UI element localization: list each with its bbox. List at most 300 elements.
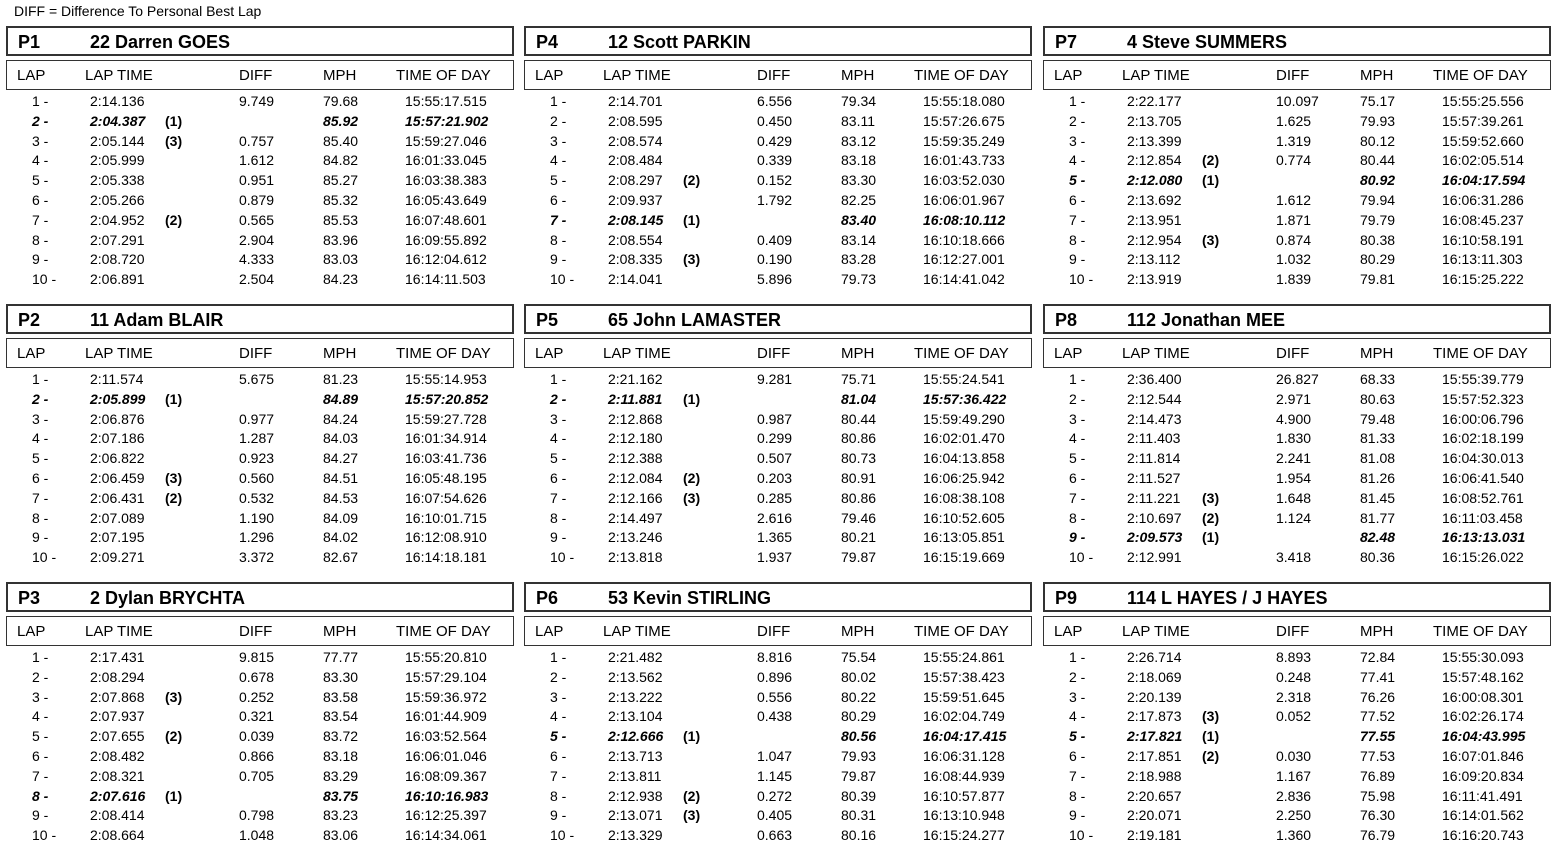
lap-rank: (1): [683, 390, 701, 407]
lap-time: 2:21.162: [608, 371, 663, 387]
lap-mph: 85.53: [323, 211, 359, 228]
lap-time-of-day: 16:08:10.112: [923, 211, 1006, 228]
lap-diff: 1.167: [1276, 767, 1312, 784]
col-header-mph: MPH: [841, 67, 875, 84]
lap-mph: 76.26: [1360, 688, 1396, 705]
lap-mph: 79.68: [323, 93, 359, 109]
lap-mph: 83.23: [323, 807, 359, 824]
table-row: [1043, 449, 1555, 469]
col-header-lap: LAP: [535, 623, 564, 640]
lap-mph: 81.26: [1360, 469, 1396, 486]
lap-time-of-day: 16:04:30.013: [1442, 450, 1524, 467]
lap-diff: 1.296: [239, 529, 275, 546]
col-header-lap: LAP: [17, 67, 46, 84]
lap-diff: 1.048: [239, 827, 275, 844]
lap-time-of-day: 15:57:52.323: [1442, 390, 1524, 407]
position-label: P4: [536, 32, 559, 52]
lap-rank: (1): [165, 787, 183, 804]
lap-table: [524, 92, 1036, 290]
table-row: [6, 509, 518, 529]
table-row: [1043, 826, 1555, 846]
lap-mph: 84.24: [323, 410, 359, 427]
table-row: [6, 92, 518, 112]
lap-diff: 3.418: [1276, 549, 1312, 566]
table-row: [524, 410, 1036, 430]
lap-number: 10 -: [550, 827, 575, 844]
col-header-diff: DIFF: [1276, 623, 1310, 640]
lap-time: 2:08.145: [608, 211, 664, 228]
lap-time-of-day: 16:13:10.948: [923, 807, 1005, 824]
lap-mph: 80.86: [841, 430, 877, 447]
lap-diff: 0.705: [239, 767, 275, 784]
col-header-lap-time: LAP TIME: [85, 67, 153, 84]
col-header-time-of-day: TIME OF DAY: [396, 67, 491, 84]
lap-mph: 80.86: [841, 489, 877, 506]
lap-time-of-day: 16:11:03.458: [1442, 509, 1523, 526]
lap-mph: 81.33: [1360, 430, 1396, 447]
lap-time-of-day: 16:13:13.031: [1442, 529, 1526, 546]
lap-time: 2:04.387: [90, 112, 146, 129]
lap-number: 3 -: [1069, 688, 1086, 705]
driver-header: [524, 582, 1032, 612]
lap-time-of-day: 16:06:31.128: [923, 747, 1005, 764]
col-header-time-of-day: TIME OF DAY: [396, 623, 491, 640]
lap-diff: 1.287: [239, 430, 275, 447]
driver-name: 53 Kevin STIRLING: [608, 588, 772, 608]
lap-rank: (1): [165, 390, 183, 407]
lap-diff: 0.438: [757, 708, 793, 725]
lap-number: 7 -: [32, 489, 49, 506]
lap-number: 3 -: [32, 132, 49, 149]
lap-number: 8 -: [550, 509, 567, 526]
lap-number: 8 -: [32, 787, 49, 804]
lap-time: 2:21.482: [608, 649, 663, 665]
lap-time-of-day: 16:02:05.514: [1442, 152, 1524, 169]
lap-diff: 0.052: [1276, 708, 1312, 725]
lap-time-of-day: 15:59:35.249: [923, 132, 1005, 149]
lap-time: 2:14.473: [1127, 410, 1182, 427]
driver-name: 114 L HAYES / J HAYES: [1127, 588, 1328, 608]
table-row: [524, 767, 1036, 787]
lap-time: 2:07.291: [90, 231, 145, 248]
lap-time: 2:20.071: [1127, 807, 1182, 824]
lap-time-of-day: 16:01:44.909: [405, 708, 487, 725]
lap-mph: 72.84: [1360, 649, 1396, 665]
driver-name: 11 Adam BLAIR: [90, 310, 224, 330]
column-header-row: [1043, 616, 1551, 646]
lap-time-of-day: 16:03:41.736: [405, 450, 487, 467]
table-row: [1043, 112, 1555, 132]
lap-table: [6, 370, 518, 568]
lap-number: 1 -: [550, 649, 567, 665]
lap-rank: (2): [165, 489, 183, 506]
table-row: [1043, 688, 1555, 708]
table-row: [524, 806, 1036, 826]
table-row: [1043, 648, 1555, 668]
table-row: [6, 826, 518, 846]
lap-time-of-day: 16:08:44.939: [923, 767, 1005, 784]
lap-time-of-day: 15:55:24.541: [923, 371, 1005, 387]
table-row: [6, 767, 518, 787]
lap-time-of-day: 16:08:38.108: [923, 489, 1005, 506]
lap-rank: (1): [683, 728, 701, 745]
lap-time: 2:07.616: [90, 787, 146, 804]
lap-table: [524, 370, 1036, 568]
lap-time: 2:06.822: [90, 450, 145, 467]
lap-time-of-day: 15:59:51.645: [923, 688, 1005, 705]
lap-mph: 76.89: [1360, 767, 1396, 784]
driver-header: [1043, 582, 1551, 612]
lap-time: 2:10.697: [1127, 509, 1182, 526]
lap-diff: 2.241: [1276, 450, 1312, 467]
lap-time: 2:17.873: [1127, 708, 1182, 725]
lap-mph: 79.94: [1360, 191, 1396, 208]
lap-time: 2:04.952: [90, 211, 145, 228]
lap-mph: 83.75: [323, 787, 359, 804]
lap-time: 2:06.459: [90, 469, 145, 486]
table-row: [6, 548, 518, 568]
lap-number: 3 -: [550, 410, 567, 427]
lap-diff: 0.774: [1276, 152, 1312, 169]
lap-time: 2:08.595: [608, 112, 663, 129]
lap-time: 2:08.720: [90, 251, 145, 268]
lap-number: 6 -: [32, 747, 49, 764]
lap-mph: 85.92: [323, 112, 359, 129]
driver-header: [6, 582, 514, 612]
table-row: [6, 648, 518, 668]
lap-time: 2:06.431: [90, 489, 145, 506]
table-row: [6, 390, 518, 410]
lap-time: 2:20.139: [1127, 688, 1182, 705]
lap-number: 9 -: [32, 529, 49, 546]
table-row: [524, 548, 1036, 568]
lap-diff: 9.815: [239, 649, 275, 665]
lap-number: 2 -: [1069, 668, 1086, 685]
lap-table: [6, 648, 518, 846]
lap-time: 2:09.271: [90, 549, 145, 566]
col-header-lap: LAP: [1054, 345, 1083, 362]
lap-mph: 83.54: [323, 708, 359, 725]
lap-time: 2:08.664: [90, 827, 145, 844]
col-header-lap: LAP: [17, 345, 46, 362]
position-label: P9: [1055, 588, 1078, 608]
lap-mph: 77.77: [323, 649, 359, 665]
lap-time-of-day: 15:57:48.162: [1442, 668, 1524, 685]
table-row: [524, 747, 1036, 767]
lap-time-of-day: 15:55:39.779: [1442, 371, 1524, 387]
lap-mph: 79.81: [1360, 271, 1396, 288]
table-row: [524, 509, 1036, 529]
lap-number: 4 -: [550, 152, 567, 169]
lap-time-of-day: 16:10:57.877: [923, 787, 1005, 804]
lap-time: 2:13.705: [1127, 112, 1182, 129]
lap-mph: 82.48: [1360, 529, 1396, 546]
lap-time-of-day: 15:59:49.290: [923, 410, 1005, 427]
lap-time: 2:18.988: [1127, 767, 1182, 784]
lap-time: 2:14.497: [608, 509, 663, 526]
lap-time-of-day: 16:12:25.397: [405, 807, 487, 824]
lap-rank: (3): [165, 688, 183, 705]
lap-time-of-day: 15:59:27.728: [405, 410, 487, 427]
lap-time-of-day: 16:02:01.470: [923, 430, 1005, 447]
lap-time-of-day: 16:02:18.199: [1442, 430, 1524, 447]
lap-number: 4 -: [32, 152, 49, 169]
lap-mph: 80.16: [841, 827, 877, 844]
lap-number: 10 -: [1069, 827, 1094, 844]
lap-time-of-day: 16:08:52.761: [1442, 489, 1524, 506]
lap-time-of-day: 16:07:54.626: [405, 489, 487, 506]
table-row: [1043, 171, 1555, 191]
lap-mph: 83.30: [841, 172, 877, 189]
lap-time-of-day: 16:14:18.181: [405, 549, 487, 566]
table-row: [6, 668, 518, 688]
table-row: [6, 806, 518, 826]
col-header-mph: MPH: [841, 623, 875, 640]
lap-diff: 0.030: [1276, 747, 1312, 764]
lap-number: 10 -: [32, 271, 57, 288]
lap-time-of-day: 15:55:30.093: [1442, 649, 1524, 665]
lap-time: 2:09.937: [608, 191, 663, 208]
lap-number: 7 -: [550, 489, 567, 506]
driver-name: 22 Darren GOES: [90, 32, 231, 52]
lap-mph: 79.87: [841, 549, 877, 566]
lap-time-of-day: 16:02:26.174: [1442, 708, 1524, 725]
lap-table: [524, 648, 1036, 846]
lap-time: 2:12.084: [608, 469, 663, 486]
lap-mph: 79.34: [841, 93, 877, 109]
lap-number: 7 -: [32, 767, 49, 784]
lap-number: 2 -: [550, 390, 567, 407]
lap-number: 6 -: [550, 469, 567, 486]
lap-rank: (1): [165, 112, 183, 129]
table-row: [524, 250, 1036, 270]
col-header-time-of-day: TIME OF DAY: [914, 623, 1009, 640]
lap-time-of-day: 15:55:24.861: [923, 649, 1005, 665]
table-row: [6, 688, 518, 708]
lap-time: 2:18.069: [1127, 668, 1182, 685]
lap-diff: 2.971: [1276, 390, 1312, 407]
lap-diff: 1.871: [1276, 211, 1312, 228]
lap-number: 4 -: [1069, 430, 1086, 447]
lap-mph: 83.40: [841, 211, 877, 228]
lap-diff: 0.556: [757, 688, 793, 705]
table-row: [6, 429, 518, 449]
table-row: [6, 410, 518, 430]
col-header-diff: DIFF: [757, 345, 791, 362]
lap-time-of-day: 16:00:08.301: [1442, 688, 1524, 705]
lap-mph: 75.71: [841, 371, 877, 387]
lap-time-of-day: 16:04:17.594: [1442, 172, 1526, 189]
table-row: [524, 112, 1036, 132]
lap-time-of-day: 15:55:18.080: [923, 93, 1005, 109]
lap-time-of-day: 16:13:11.303: [1442, 251, 1523, 268]
lap-rank: (3): [165, 132, 183, 149]
lap-time: 2:12.166: [608, 489, 663, 506]
table-row: [1043, 528, 1555, 548]
lap-time: 2:11.527: [1127, 469, 1181, 486]
lap-rank: (3): [683, 489, 701, 506]
lap-time-of-day: 16:14:11.503: [405, 271, 486, 288]
lap-diff: 1.830: [1276, 430, 1312, 447]
lap-time: 2:07.186: [90, 430, 145, 447]
lap-time-of-day: 15:55:25.556: [1442, 93, 1524, 109]
position-label: P6: [536, 588, 559, 608]
lap-number: 5 -: [1069, 728, 1086, 745]
lap-time: 2:08.321: [90, 767, 145, 784]
lap-time: 2:05.144: [90, 132, 145, 149]
lap-time-of-day: 15:55:17.515: [405, 93, 487, 109]
table-row: [6, 112, 518, 132]
lap-table: [6, 92, 518, 290]
lap-time-of-day: 16:07:48.601: [405, 211, 487, 228]
lap-number: 1 -: [1069, 93, 1086, 109]
table-row: [524, 231, 1036, 251]
lap-rank: (2): [1202, 152, 1220, 169]
lap-time-of-day: 16:10:16.983: [405, 787, 489, 804]
table-row: [6, 231, 518, 251]
lap-time-of-day: 16:15:25.222: [1442, 271, 1524, 288]
lap-rank: (2): [683, 787, 701, 804]
lap-number: 8 -: [1069, 787, 1086, 804]
table-row: [1043, 250, 1555, 270]
table-row: [1043, 429, 1555, 449]
lap-number: 8 -: [550, 787, 567, 804]
table-row: [524, 668, 1036, 688]
lap-diff: 0.203: [757, 469, 793, 486]
lap-time-of-day: 16:12:08.910: [405, 529, 487, 546]
position-label: P1: [18, 32, 41, 52]
col-header-diff: DIFF: [239, 623, 273, 640]
lap-number: 5 -: [550, 450, 567, 467]
lap-time-of-day: 16:15:19.669: [923, 549, 1005, 566]
lap-time: 2:07.937: [90, 708, 145, 725]
col-header-time-of-day: TIME OF DAY: [1433, 345, 1528, 362]
lap-diff: 0.874: [1276, 231, 1312, 248]
lap-time: 2:08.554: [608, 231, 663, 248]
lap-diff: 2.504: [239, 271, 275, 288]
lap-time: 2:26.714: [1127, 649, 1182, 665]
driver-name: 65 John LAMASTER: [608, 310, 782, 330]
lap-time: 2:13.399: [1127, 132, 1182, 149]
table-row: [6, 151, 518, 171]
lap-time-of-day: 16:01:43.733: [923, 152, 1005, 169]
lap-diff: 1.625: [1276, 112, 1312, 129]
lap-time-of-day: 16:03:52.564: [405, 728, 487, 745]
lap-diff: 0.450: [757, 112, 793, 129]
lap-number: 5 -: [32, 450, 49, 467]
lap-number: 10 -: [550, 271, 575, 288]
lap-mph: 84.27: [323, 450, 359, 467]
column-header-row: [524, 60, 1032, 90]
lap-mph: 80.92: [1360, 172, 1396, 189]
col-header-lap-time: LAP TIME: [1122, 67, 1190, 84]
lap-diff: 0.565: [239, 211, 275, 228]
lap-diff: 0.896: [757, 668, 793, 685]
lap-time-of-day: 16:01:34.914: [405, 430, 487, 447]
lap-rank: (2): [683, 469, 701, 486]
lap-mph: 85.27: [323, 172, 359, 189]
lap-diff: 1.612: [239, 152, 275, 169]
lap-number: 10 -: [32, 549, 57, 566]
col-header-mph: MPH: [1360, 67, 1394, 84]
lap-time-of-day: 16:04:17.415: [923, 728, 1007, 745]
lap-mph: 80.38: [1360, 231, 1396, 248]
lap-time-of-day: 16:04:13.858: [923, 450, 1005, 467]
lap-table: [1043, 370, 1555, 568]
position-label: P5: [536, 310, 559, 330]
column-header-row: [6, 338, 514, 368]
lap-time: 2:07.089: [90, 509, 145, 526]
lap-time: 2:05.266: [90, 191, 145, 208]
lap-time-of-day: 15:59:27.046: [405, 132, 487, 149]
lap-diff: 8.816: [757, 649, 793, 665]
lap-number: 6 -: [32, 469, 49, 486]
lap-time: 2:13.329: [608, 827, 663, 844]
table-row: [6, 489, 518, 509]
lap-mph: 83.11: [841, 112, 875, 129]
lap-rank: (3): [1202, 231, 1220, 248]
lap-number: 6 -: [32, 191, 49, 208]
lap-diff: 0.321: [239, 708, 275, 725]
lap-mph: 80.44: [1360, 152, 1396, 169]
lap-time-of-day: 16:10:01.715: [405, 509, 487, 526]
column-header-row: [6, 60, 514, 90]
position-label: P3: [18, 588, 41, 608]
table-row: [6, 370, 518, 390]
lap-number: 1 -: [32, 93, 49, 109]
lap-time: 2:07.195: [90, 529, 145, 546]
table-row: [524, 688, 1036, 708]
lap-diff: 0.152: [757, 172, 793, 189]
lap-diff: 0.951: [239, 172, 275, 189]
table-row: [1043, 211, 1555, 231]
lap-number: 7 -: [1069, 767, 1086, 784]
lap-time: 2:12.388: [608, 450, 663, 467]
lap-number: 8 -: [550, 231, 567, 248]
column-header-row: [6, 616, 514, 646]
lap-diff: 0.532: [239, 489, 275, 506]
table-row: [1043, 132, 1555, 152]
lap-number: 3 -: [550, 688, 567, 705]
lap-mph: 84.02: [323, 529, 359, 546]
lap-number: 5 -: [1069, 450, 1086, 467]
lap-number: 6 -: [550, 191, 567, 208]
lap-time: 2:12.544: [1127, 390, 1182, 407]
col-header-lap-time: LAP TIME: [85, 345, 153, 362]
lap-mph: 80.29: [841, 708, 877, 725]
driver-header: [1043, 304, 1551, 334]
table-row: [1043, 787, 1555, 807]
lap-time: 2:14.136: [90, 93, 145, 109]
col-header-diff: DIFF: [239, 67, 273, 84]
lap-diff: 9.281: [757, 371, 793, 387]
lap-diff: 0.663: [757, 827, 793, 844]
driver-header: [1043, 26, 1551, 56]
lap-mph: 83.03: [323, 251, 359, 268]
lap-mph: 83.72: [323, 728, 359, 745]
lap-diff: 0.299: [757, 430, 793, 447]
lap-mph: 75.17: [1360, 93, 1396, 109]
lap-time: 2:08.335: [608, 251, 663, 268]
lap-time: 2:08.484: [608, 152, 663, 169]
table-row: [524, 826, 1036, 846]
table-row: [6, 211, 518, 231]
lap-diff: 0.405: [757, 807, 793, 824]
lap-number: 9 -: [32, 807, 49, 824]
legend-note: DIFF = Difference To Personal Best Lap: [14, 3, 262, 19]
table-row: [6, 250, 518, 270]
lap-mph: 79.79: [1360, 211, 1396, 228]
